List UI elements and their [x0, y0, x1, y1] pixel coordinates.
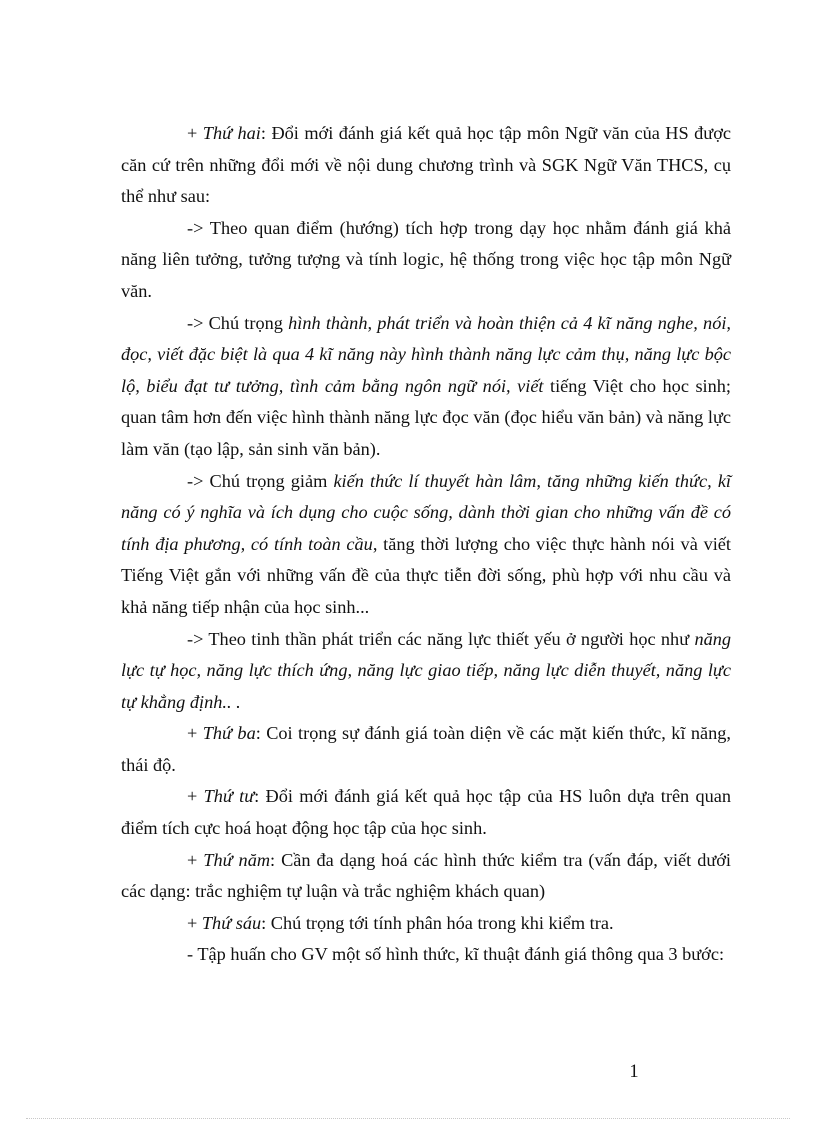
paragraph-tich-hop	[121, 213, 731, 308]
text-segment-italic: Thứ ba	[202, 723, 256, 744]
text-segment: : Coi trọng sự đánh giá toàn diện về các mặt kiến thức, kĩ năng, thái độ.	[121, 723, 732, 775]
paragraph-nang-luc-thiet-yeu	[121, 624, 731, 719]
paragraph-chu-trong-ki-nang	[121, 308, 731, 466]
footer-divider	[26, 1118, 790, 1119]
text-segment: tiếng Việt cho học sinh; quan tâm hơn đến việc hình thành năng lực đọc văn (đọc hiểu văn bản) và năng lực làm văn (tạo lập, sản sinh văn bản).	[121, 375, 731, 459]
text-segment: +	[187, 912, 202, 933]
text-segment: : Chú trọng tới tính phân hóa trong khi kiểm tra.	[261, 912, 614, 933]
text-segment: +	[187, 723, 203, 744]
text-segment-italic: hình thành, phát triển và hoàn thiện cả 4 kĩ năng nghe, nói, đọc, viết đặc biệt là qua 4 kĩ năng này hình thành năng lực cảm thụ, năng lực bộc lộ, biểu đạt tư tưởng, tình cảm bằng ngôn ngữ nói, viết	[121, 312, 731, 396]
text-segment-italic: Thứ sáu	[201, 912, 262, 933]
paragraph-thu-nam	[121, 845, 731, 908]
text-segment: +	[187, 123, 203, 143]
paragraph-thu-ba	[121, 718, 731, 781]
text-segment-italic: năng lực tự học, năng lực thích ứng, năng lực giao tiếp, năng lực diễn thuyết, năng lực tự khẳng định.. .	[121, 628, 731, 712]
paragraph-thu-hai	[121, 118, 731, 213]
text-segment: : Cần đa dạng hoá các hình thức kiểm tra (vấn đáp, viết dưới các dạng: trắc nghiệm tự luận và trắc nghiệm khách quan)	[121, 849, 731, 902]
paragraph-thu-sau	[121, 908, 731, 940]
page-number: 1	[629, 1062, 639, 1082]
text-segment: - Tập huấn cho GV một số hình thức, kĩ thuật đánh giá thông qua 3 bước:	[187, 944, 725, 965]
text-segment: -> Chú trọng giảm	[187, 470, 334, 491]
text-segment-italic: Thứ hai	[202, 123, 261, 143]
text-segment: : Đổi mới đánh giá kết quả học tập của HS luôn dựa trên quan điểm tích cực hoá hoạt động học tập của học sinh.	[121, 786, 731, 839]
text-segment: -> Theo quan điểm (hướng) tích hợp trong dạy học nhằm đánh giá khả năng liên tưởng, tưởng tượng và tính logic, hệ thống trong việc học tập môn Ngữ văn.	[121, 217, 731, 301]
paragraph-thu-tu	[121, 781, 731, 844]
text-segment-italic: Thứ năm	[203, 849, 271, 870]
text-segment: +	[187, 849, 204, 870]
text-segment: -> Theo tinh thần phát triển các năng lực thiết yếu ở người học như	[187, 628, 695, 649]
text-segment: , tăng thời lượng cho việc thực hành nói và viết Tiếng Việt gắn với những vấn đề của thực tiễn đời sống, phù hợp với nhu cầu và khả năng tiếp nhận của học sinh...	[121, 533, 731, 617]
text-segment: : Đổi mới đánh giá kết quả học tập môn Ngữ văn của HS được căn cứ trên những đổi mới về nội dung chương trình và SGK Ngữ Văn THCS, cụ thể như sau:	[121, 123, 731, 207]
paragraph-chu-trong-giam	[121, 466, 731, 624]
text-segment-italic: kiến thức lí thuyết hàn lâm, tăng những kiến thức, kĩ năng có ý nghĩa và ích dụng cho cuộc sống, dành thời gian cho những vấn đề có tính địa phương, có tính toàn cầu	[121, 470, 732, 554]
text-segment-italic: Thứ tư	[203, 786, 255, 807]
text-segment: +	[187, 786, 204, 807]
document-body	[121, 118, 731, 971]
paragraph-tap-huan	[121, 939, 731, 971]
text-segment: -> Chú trọng	[187, 312, 289, 333]
